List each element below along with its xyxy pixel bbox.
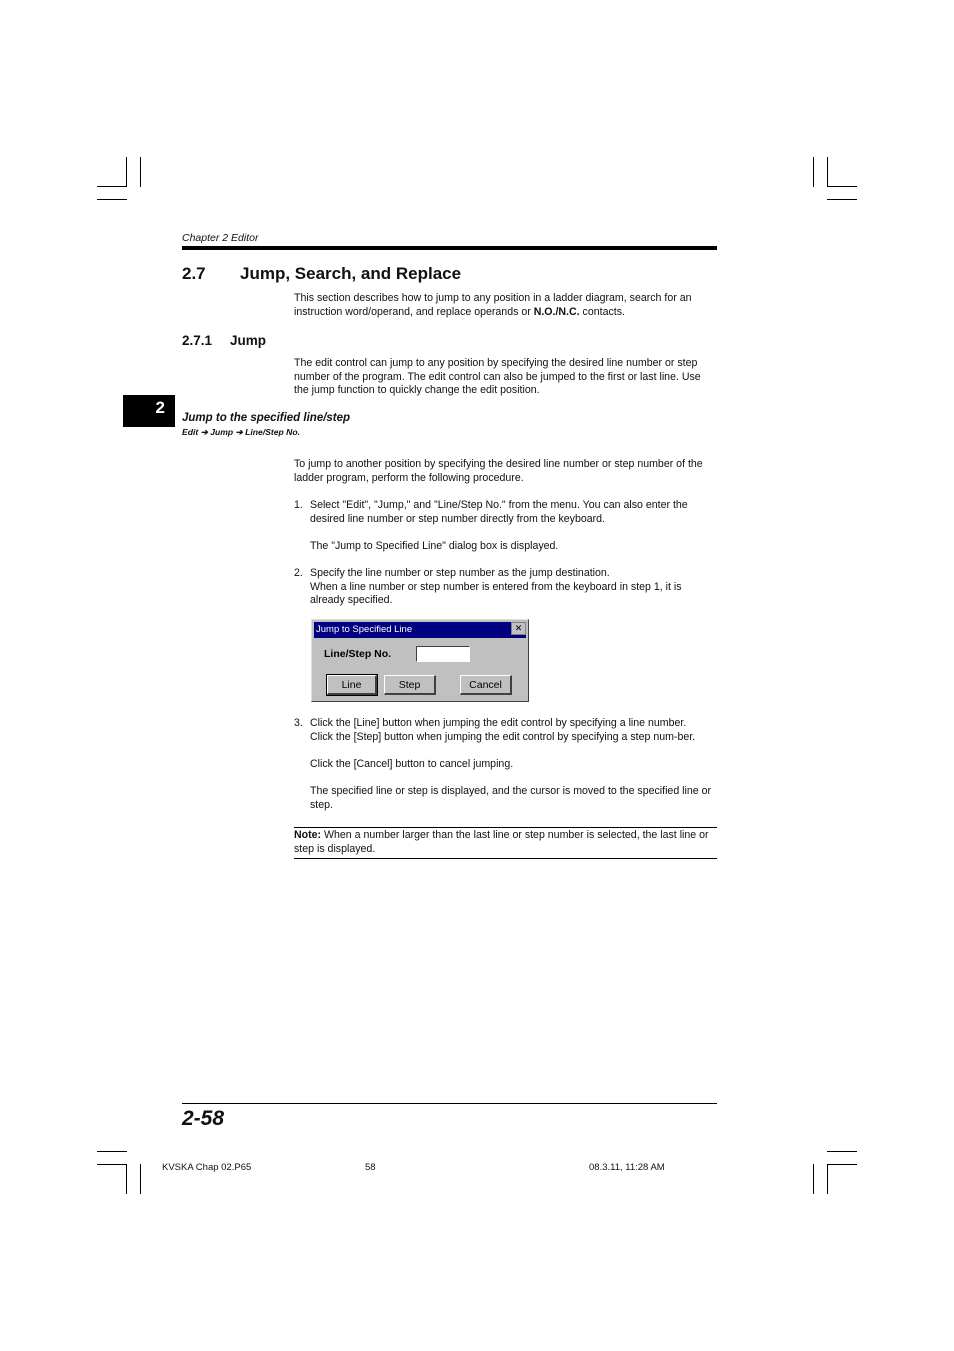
section-title-text: Jump, Search, and Replace bbox=[240, 264, 462, 283]
crop-mark bbox=[97, 1151, 127, 1152]
page-number: 2-58 bbox=[182, 1107, 225, 1130]
step-number: 3. bbox=[294, 717, 303, 729]
intro-bold: N.O./N.C. bbox=[533, 305, 580, 318]
section-title bbox=[182, 264, 461, 284]
crop-mark bbox=[97, 1164, 127, 1165]
step-button[interactable]: Step bbox=[384, 675, 436, 695]
chapter-tab: 2 bbox=[123, 395, 175, 427]
step-1 bbox=[294, 499, 718, 559]
step-text: Click the [Cancel] button to cancel jumping. bbox=[310, 758, 514, 770]
chapter-label: Chapter 2 Editor bbox=[182, 232, 259, 244]
crop-mark bbox=[813, 1164, 814, 1194]
step-text: The "Jump to Specified Line" dialog box is displayed. bbox=[310, 540, 559, 552]
subsection-body: The edit control can jump to any position by specifying the desired line number or step number of the program. The edit control can also be jumped to the first or last line. Use the jump function to quickly change the edit position. bbox=[294, 357, 701, 397]
footer-file: KVSKA Chap 02.P65 bbox=[162, 1162, 252, 1173]
header-rule bbox=[182, 246, 717, 250]
step-text: The specified line or step is displayed, and the cursor is moved to the specified line or step. bbox=[310, 785, 712, 811]
procedure-intro: To jump to another position by specifying the desired line number or step number of the ladder program, perform the following procedure. bbox=[294, 458, 703, 484]
crop-mark bbox=[140, 157, 141, 187]
dialog-title: Jump to Specified Line bbox=[316, 624, 413, 635]
crop-mark bbox=[140, 1164, 141, 1194]
crop-mark bbox=[827, 1151, 857, 1152]
line-button[interactable]: Line bbox=[327, 675, 377, 695]
footer-rule bbox=[182, 1103, 717, 1104]
step-number: 1. bbox=[294, 499, 303, 511]
crop-mark bbox=[827, 157, 828, 187]
note-rule-bottom bbox=[294, 858, 717, 859]
cancel-button[interactable]: Cancel bbox=[460, 675, 512, 695]
step-text: Specify the line number or step number as the jump destination. bbox=[310, 567, 610, 579]
crop-mark bbox=[827, 1164, 828, 1194]
step-text: Select "Edit", "Jump," and "Line/Step No." from the menu. You can also enter the desired line number or step number directly from the keyboard. bbox=[310, 499, 688, 525]
jump-dialog bbox=[311, 619, 529, 702]
step-number: 2. bbox=[294, 567, 303, 579]
step-3 bbox=[294, 717, 718, 817]
line-step-input[interactable] bbox=[416, 646, 470, 662]
subsection-title bbox=[182, 333, 266, 348]
crop-mark bbox=[97, 186, 127, 187]
step-2 bbox=[294, 567, 718, 612]
footer-page: 58 bbox=[365, 1162, 376, 1173]
note-text: When a number larger than the last line or step number is selected, the last line or step is displayed. bbox=[294, 829, 709, 855]
intro-text-end: contacts. bbox=[579, 305, 625, 318]
crop-mark bbox=[827, 186, 857, 187]
crop-mark bbox=[813, 157, 814, 187]
section-number: 2.7 bbox=[182, 264, 206, 283]
note bbox=[294, 829, 718, 856]
note-label: Note: bbox=[294, 829, 322, 841]
crop-mark bbox=[827, 1164, 857, 1165]
dialog-title-bar bbox=[314, 622, 526, 638]
intro-text: This section describes how to jump to any position in a ladder diagram, search for an instruction word/operand, and replace operands or bbox=[294, 292, 692, 318]
close-icon[interactable]: ✕ bbox=[511, 622, 526, 635]
procedure-heading: Jump to the specified line/step bbox=[182, 412, 351, 424]
step-text: When a line number or step number is entered from the keyboard in step 1, it is already specified. bbox=[310, 580, 682, 607]
section-intro bbox=[294, 292, 718, 319]
subsection-number: 2.7.1 bbox=[182, 333, 213, 348]
line-step-label: Line/Step No. bbox=[324, 648, 392, 660]
step-text: Click the [Step] button when jumping the edit control by specifying a step num-ber. bbox=[310, 730, 696, 743]
crop-mark bbox=[126, 1164, 127, 1194]
note-rule-top bbox=[294, 827, 717, 828]
crop-mark bbox=[827, 199, 857, 200]
step-text: Click the [Line] button when jumping the edit control by specifying a line number. bbox=[310, 717, 687, 729]
crop-mark bbox=[97, 199, 127, 200]
subsection-title-text: Jump bbox=[230, 333, 267, 348]
crop-mark bbox=[126, 157, 127, 187]
footer-timestamp: 08.3.11, 11:28 AM bbox=[589, 1162, 665, 1173]
menu-path: Edit ➔ Jump ➔ Line/Step No. bbox=[182, 427, 301, 437]
